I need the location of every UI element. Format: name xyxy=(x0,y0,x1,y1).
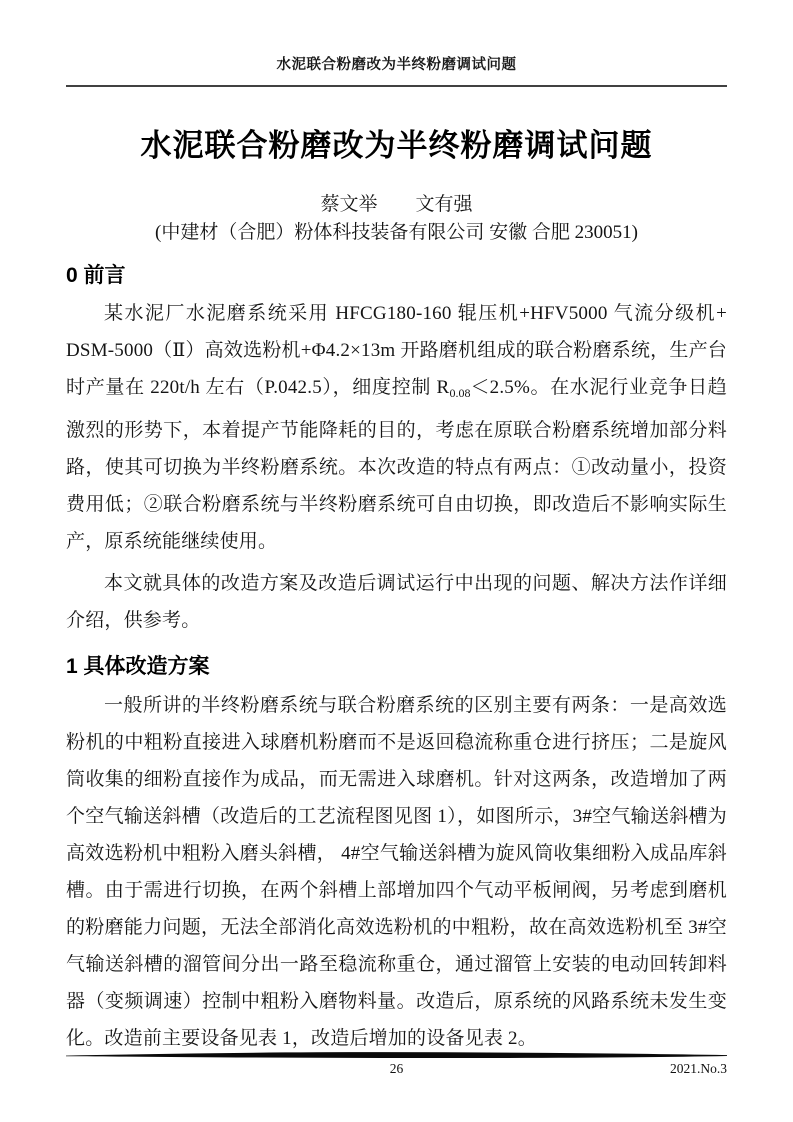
renovation-plan-paragraph-1: 一般所讲的半终粉磨系统与联合粉磨系统的区别主要有两条：一是高效选粉机的中粗粉直接进入球磨机粉磨而不是返回稳流称重仓进行挤压；二是旋风筒收集的细粉直接作为成品，而无需进入球磨机。针对这两条，改造增加了两个空气输送斜槽（改造后的工艺流程图见图 1），如图所示，3#空气输送斜槽为高效选粉机中粗粉入磨头斜槽， 4#空气输送斜槽为旋风筒收集细粉入成品库斜槽。由于需进行切换，在两个斜槽上部增加四个气动平板闸阀，另考虑到磨机的粉磨能力问题，无法全部消化高效选粉机的中粗粉，故在高效选粉机至 3#空气输送斜槽的溜管间分出一路至稳流称重仓，通过溜管上安装的电动回转卸料器（变频调速）控制中粗粉入磨物料量。改造后，原系统的风路系统未发生变化。改造前主要设备见表 1，改造后增加的设备见表 2。 xyxy=(66,695,727,1049)
fineness-subscript: 0.08 xyxy=(449,386,471,400)
running-header xyxy=(66,56,727,87)
section-heading-renovation-plan: 1 具体改造方案 xyxy=(66,655,210,678)
footer-row xyxy=(66,1061,727,1081)
paragraph-text: ＜2.5%。在水泥行业竞争日趋激烈的形势下，本着提产节能降耗的目的，考虑在原联合粉磨系统增加部分料路，使其可切换为半终粉磨系统。本次改造的特点有两点：①改动量小，投资费用低；②联合粉磨系统与半终粉磨系统可自由切换，即改造后不影响实际生产，原系统能继续使用。 xyxy=(66,377,728,552)
affiliation-line: (中建材（合肥）粉体科技装备有限公司 安徽 合肥 230051) xyxy=(155,222,638,243)
page-number: 26 xyxy=(389,1061,404,1076)
section-heading-foreword: 0 前言 xyxy=(66,264,126,287)
authors-line: 蔡文举 文有强 xyxy=(320,194,473,215)
foreword-paragraph-2: 本文就具体的改造方案及改造后调试运行中出现的问题、解决方法作详细介绍，供参考。 xyxy=(66,573,727,631)
running-header-text: 水泥联合粉磨改为半终粉磨调试问题 xyxy=(276,57,517,73)
article-title: 水泥联合粉磨改为半终粉磨调试问题 xyxy=(140,128,653,163)
issue-label: 2021.No.3 xyxy=(670,1061,727,1076)
footer-rule xyxy=(66,1051,727,1059)
paragraph-text: 某水泥厂水泥磨系统采用 HFCG180-160 辊压机+HFV5000 气流分级机+ DSM-5000（Ⅱ）高效选粉机+Φ4.2×13m 开路磨机组成的联合粉磨系统，生产台时产量在 220t/h 左右（P.042.5），细度控制 R xyxy=(66,303,727,398)
page-footer xyxy=(66,1051,727,1081)
foreword-paragraph-1 xyxy=(66,295,727,560)
header-rule xyxy=(66,85,727,87)
